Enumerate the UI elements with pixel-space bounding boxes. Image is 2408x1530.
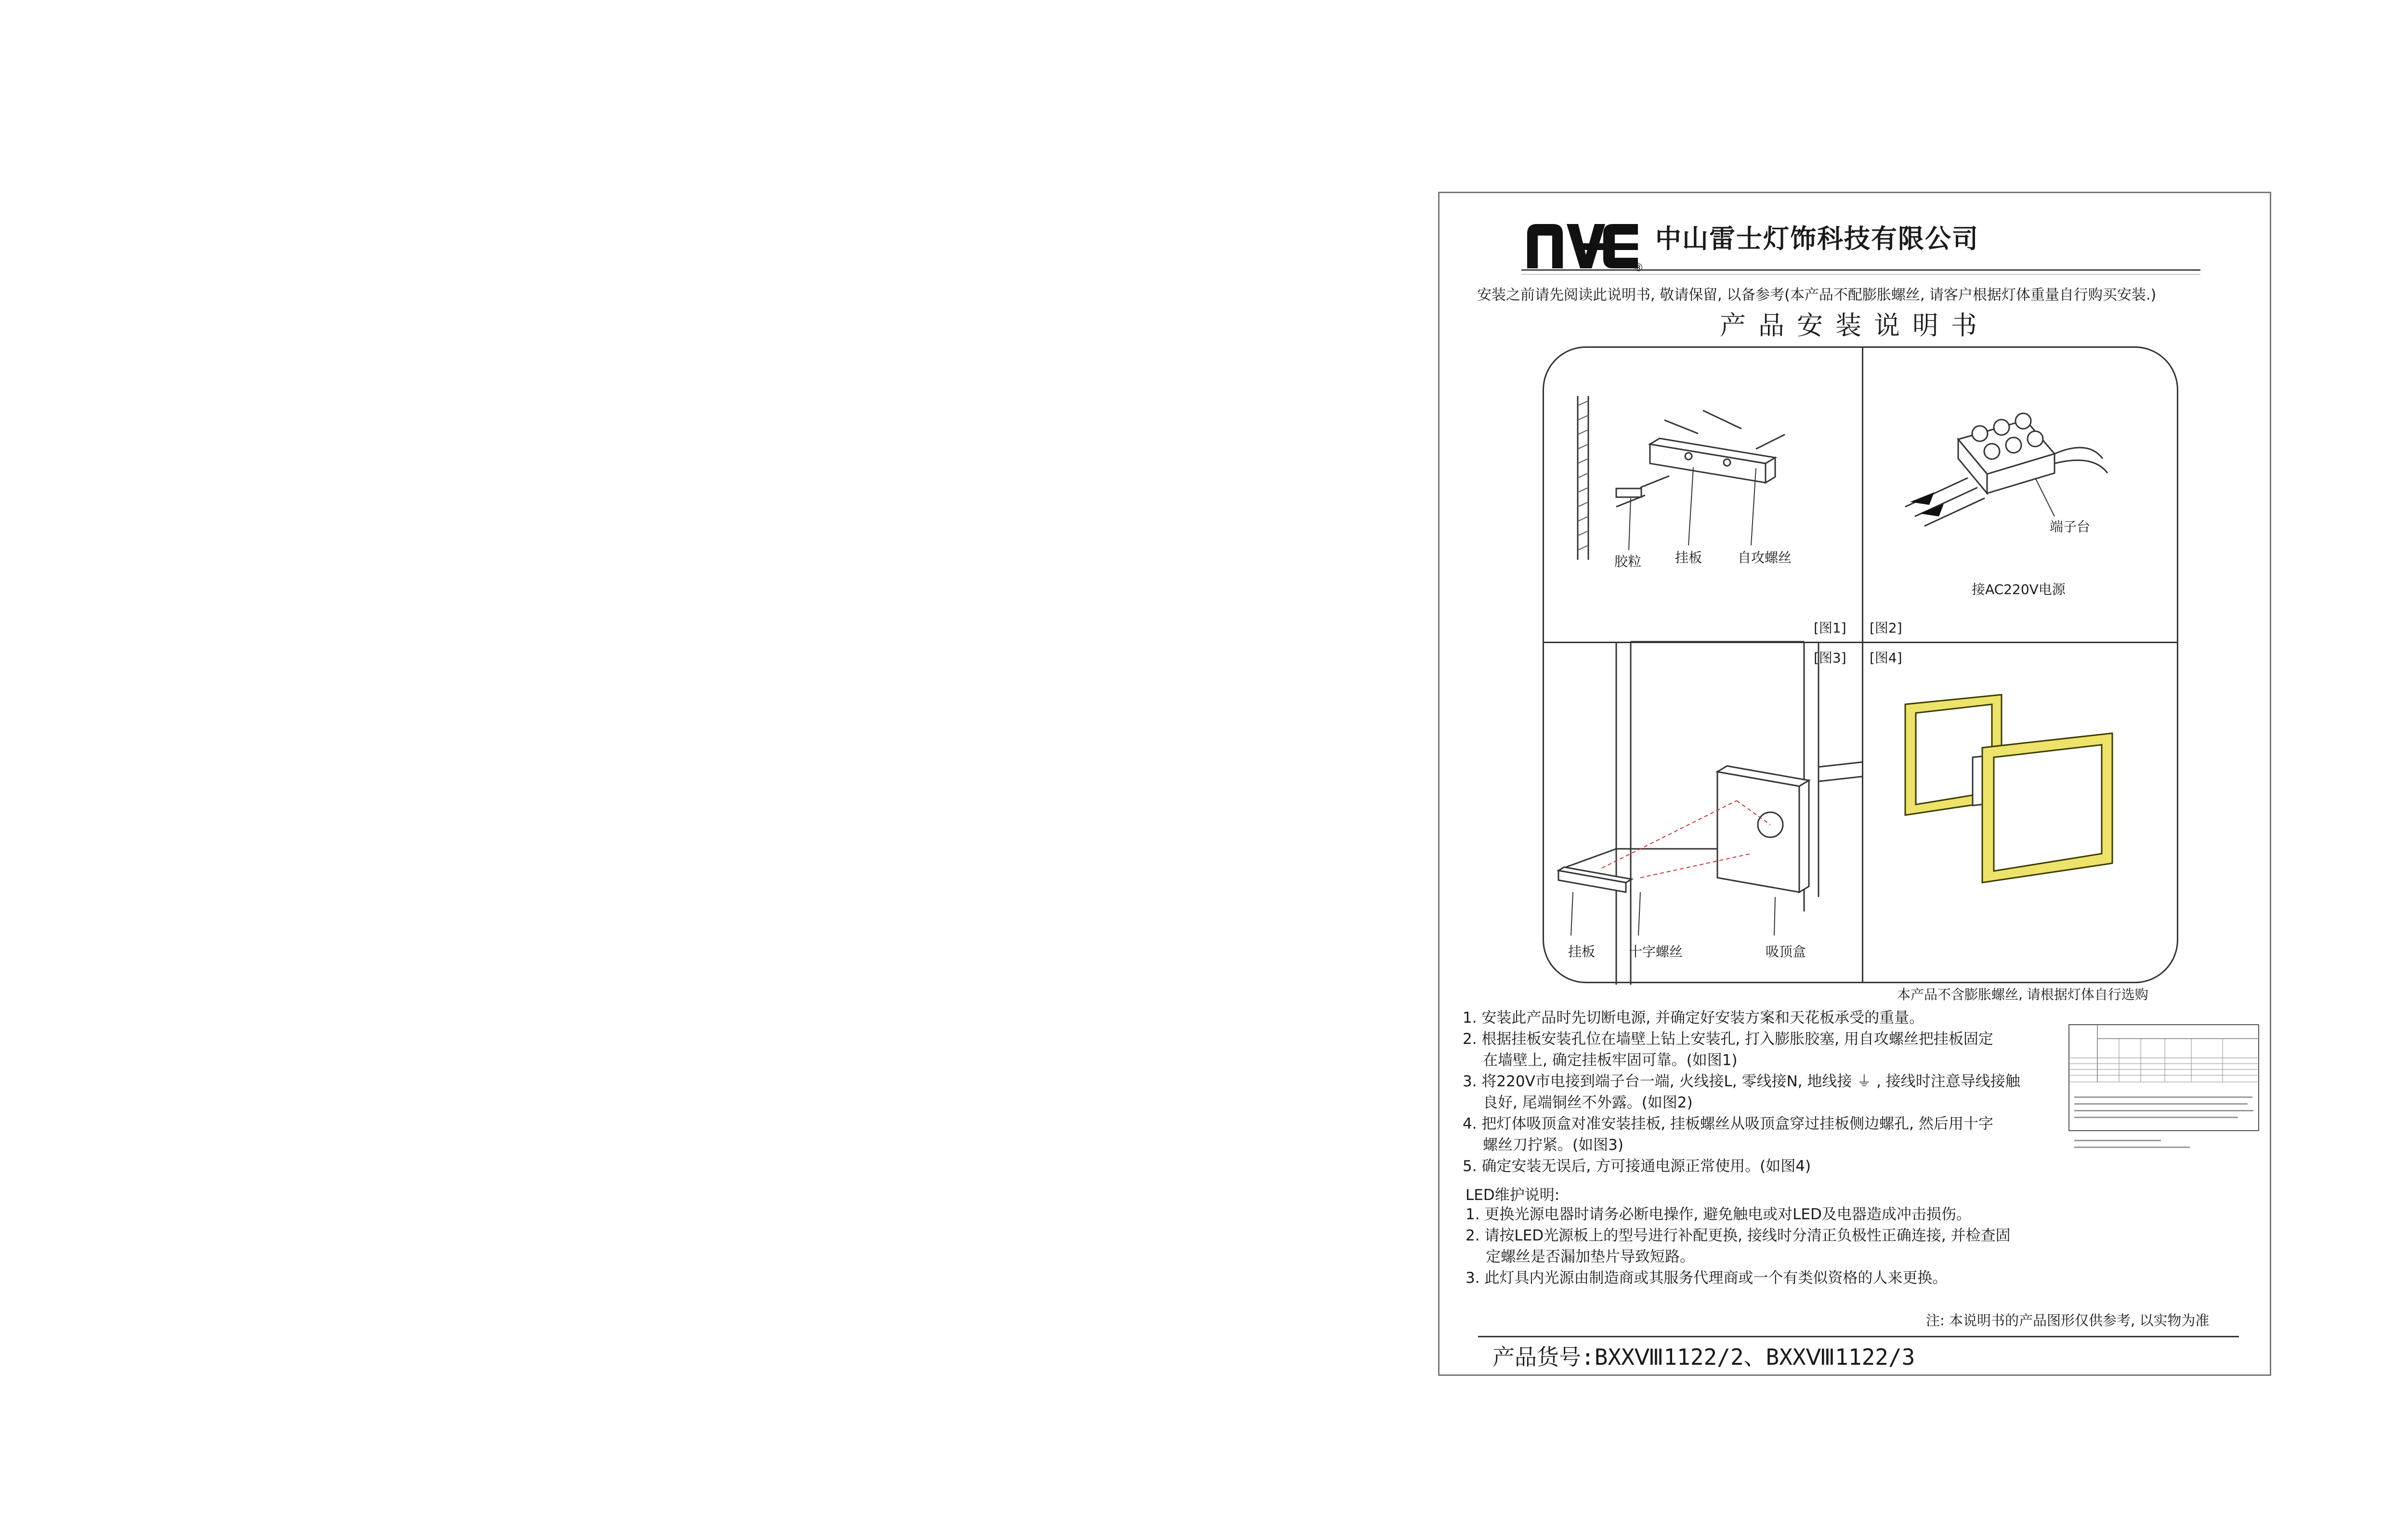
ceiling-box-illustration xyxy=(1717,766,1809,892)
lamp-frame-front xyxy=(1982,733,2112,883)
step-line: 3. 将220V市电接到端子台一端, 火线接L, 零线接N, 地线接 ⏚ , 接线时注意导线接触 xyxy=(1463,1073,2020,1090)
part-label-cross-screw: 十字螺丝 xyxy=(1629,944,1683,960)
figure-4-label: [图4] xyxy=(1870,650,1902,666)
part-leader-lines xyxy=(1629,467,1756,550)
part-label-plate-2: 挂板 xyxy=(1568,944,1596,960)
step-1 xyxy=(1463,1007,2055,1029)
nvc-logo-icon xyxy=(1524,214,1644,274)
led-line: 2. 请按LED光源板上的型号进行补配更换, 接线时分清正负极性正确连接, 并检查固 xyxy=(1466,1227,2011,1244)
step-line: 5. 确定安装无误后, 方可接通电源正常使用。(如图4) xyxy=(1463,1158,1811,1175)
step-4 xyxy=(1463,1113,2055,1156)
figure-1-label: [图1] xyxy=(1814,620,1846,636)
figure-3-label: [图3] xyxy=(1814,650,1846,666)
led-line: 定螺丝是否漏加垫片导致短路。 xyxy=(1486,1248,1695,1266)
instruction-sheet xyxy=(1438,192,2271,1376)
figure-2-label: [图2] xyxy=(1870,620,1902,636)
wall-illustration xyxy=(1578,396,1588,560)
installation-steps xyxy=(1463,1007,2055,1177)
panel-note: 本产品不含膨胀螺丝, 请根据灯体自行选购 xyxy=(1897,987,2148,1002)
plate-illustration xyxy=(1558,867,1632,892)
step-2 xyxy=(1463,1029,2055,1071)
diagram-panel xyxy=(1543,346,2178,983)
part-label-ceiling-box: 吸顶盒 xyxy=(1766,944,1806,960)
led-line: 3. 此灯具内光源由制造商或其服务代理商或一个有类似资格的人来更换。 xyxy=(1466,1269,1948,1287)
footer-rule xyxy=(1478,1336,2239,1337)
wire-arrow-icons xyxy=(1910,492,1944,516)
step-line: 2. 根据挂板安装孔位在墙壁上钻上安装孔, 打入膨胀胶塞, 用自攻螺丝把挂板固定 xyxy=(1463,1030,1993,1048)
part-label-plate: 挂板 xyxy=(1675,550,1702,566)
figure-1-drawing xyxy=(1544,348,1862,642)
led-item-2 xyxy=(1466,1225,2043,1267)
part-label-anchor: 胶粒 xyxy=(1614,554,1642,569)
step-line: 4. 把灯体吸顶盒对准安装挂板, 挂板螺丝从吸顶盒穿过挂板侧边螺孔, 然后用十字 xyxy=(1463,1115,1993,1133)
step-5 xyxy=(1463,1156,2055,1177)
page-title: 产品安装说明书 xyxy=(1720,310,1989,341)
figure-2-caption: 接AC220V电源 xyxy=(1972,581,2066,597)
step-line: 良好, 尾端铜丝不外露。(如图2) xyxy=(1483,1094,1693,1111)
figure-3-drawing xyxy=(1544,642,1862,985)
figure-4-drawing xyxy=(1862,642,2180,985)
footer-note: 注: 本说明书的产品图形仅供参考, 以实物为准 xyxy=(1926,1312,2210,1329)
terminal-block-illustration xyxy=(1958,413,2055,493)
intro-text: 安装之前请先阅读此说明书, 敬请保留, 以备参考(本产品不配膨胀螺丝, 请客户根据灯体重量自行购买安装.) xyxy=(1477,287,2157,303)
step-line: 1. 安装此产品时先切断电源, 并确定好安装方案和天花板承受的重量。 xyxy=(1463,1009,1924,1027)
product-code: 产品货号:BXXⅧ1122/2、BXXⅧ1122/3 xyxy=(1492,1344,1915,1370)
part-label-tapping-screw: 自攻螺丝 xyxy=(1738,550,1792,566)
header-rule xyxy=(1521,269,2200,271)
led-item-1 xyxy=(1466,1204,2043,1225)
led-maintenance-list xyxy=(1466,1204,2043,1289)
led-maintenance-title: LED维护说明: xyxy=(1466,1187,1560,1204)
header-rule-thin xyxy=(1521,274,2200,275)
led-item-3 xyxy=(1466,1267,2043,1289)
hazardous-substance-table-image xyxy=(2068,1024,2259,1183)
registered-mark: ® xyxy=(1633,262,1644,274)
step-line: 螺丝刀拧紧。(如图3) xyxy=(1483,1136,1623,1154)
part-label-terminal-block: 端子台 xyxy=(2050,519,2091,535)
step-line: 在墙壁上, 确定挂板牢固可靠。(如图1) xyxy=(1483,1052,1738,1069)
led-line: 1. 更换光源电器时请务必断电操作, 避免触电或对LED及电器造成冲击损伤。 xyxy=(1466,1206,1971,1223)
step-3 xyxy=(1463,1071,2055,1113)
company-name: 中山雷士灯饰科技有限公司 xyxy=(1655,224,1979,254)
